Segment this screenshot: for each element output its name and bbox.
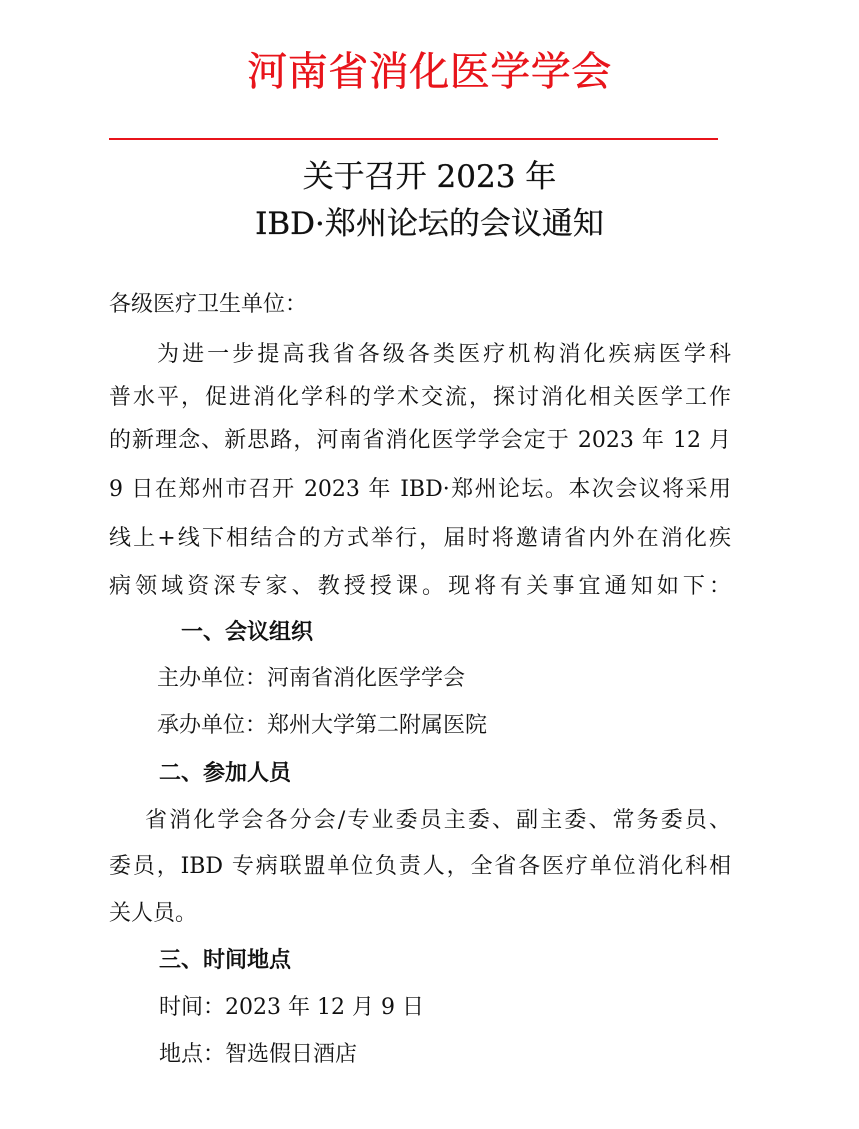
section-heading-time-place: 三、时间地点: [159, 948, 292, 973]
participants-line: 关人员。: [109, 901, 198, 926]
intro-line: 线上+线下相结合的方式举行，届时将邀请省内外在消化疾: [109, 526, 731, 551]
host-line: 承办单位：郑州大学第二附属医院: [157, 713, 488, 738]
document-title-line-2: IBD·郑州论坛的会议通知: [255, 206, 604, 242]
section-heading-organization: 一、会议组织: [181, 620, 314, 645]
organization-header: 河南省消化医学学会: [247, 49, 612, 95]
header-divider: [109, 138, 718, 140]
participants-line: 委员，IBD 专病联盟单位负责人，全省各医疗单位消化科相: [109, 854, 731, 879]
intro-line: 病领域资深专家、教授授课。现将有关事宜通知如下：: [109, 574, 731, 599]
organizer-line: 主办单位：河南省消化医学学会: [157, 666, 466, 691]
section-heading-participants: 二、参加人员: [159, 761, 292, 786]
place-line: 地点：智选假日酒店: [159, 1042, 358, 1067]
intro-line: 9 日在郑州市召开 2023 年 IBD·郑州论坛。本次会议将采用: [109, 477, 731, 502]
intro-line: 为进一步提高我省各级各类医疗机构消化疾病医学科: [157, 342, 731, 367]
document-title-line-1: 关于召开 2023 年: [302, 159, 557, 195]
intro-line: 普水平，促进消化学科的学术交流，探讨消化相关医学工作: [109, 385, 731, 410]
time-line: 时间：2023 年 12 月 9 日: [159, 995, 424, 1020]
intro-line: 的新理念、新思路，河南省消化医学学会定于 2023 年 12 月: [109, 428, 731, 453]
salutation: 各级医疗卫生单位：: [109, 292, 308, 317]
participants-line: 省消化学会各分会/专业委员主委、副主委、常务委员、: [145, 808, 731, 833]
